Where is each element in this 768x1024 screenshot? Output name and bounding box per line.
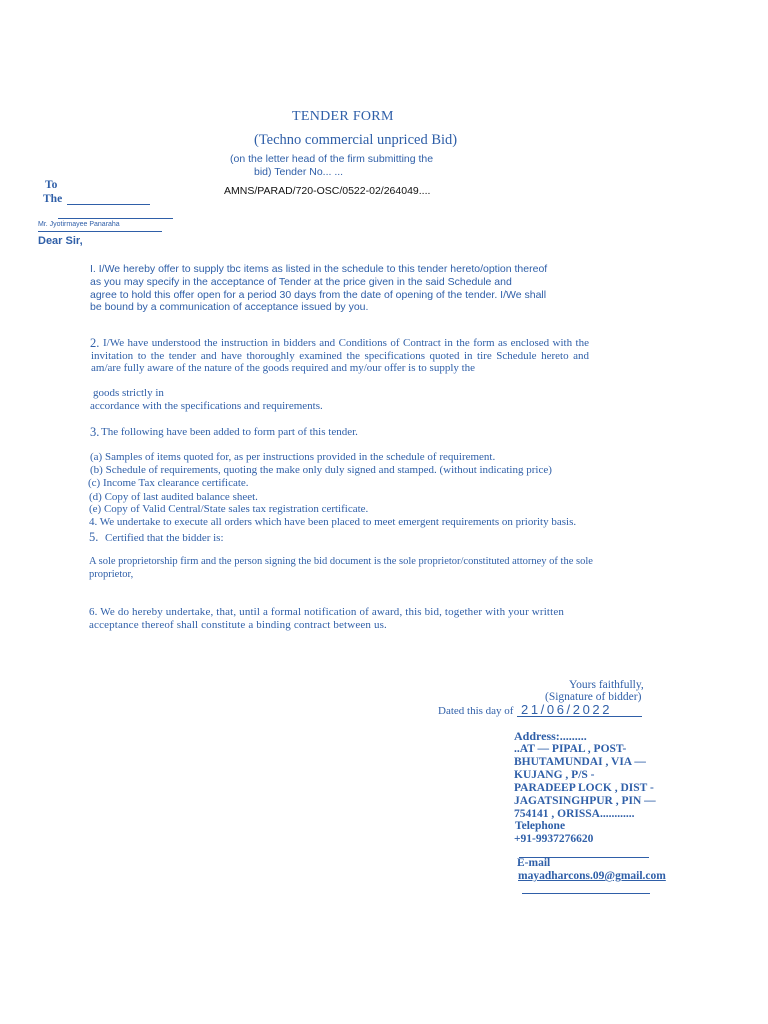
item-c: (c) Income Tax clearance certificate. xyxy=(88,477,249,489)
dated-label: Dated this day of xyxy=(438,705,514,717)
clause-1-line-4: be bound by a communication of acceptance issued by you. xyxy=(90,301,369,313)
recipient-name: Mr. Jyotirmayee Panaraha xyxy=(38,221,120,228)
clause-6-line-1: 6. We do hereby undertake, that, until a formal notification of award, this bid, together with your written xyxy=(89,606,565,618)
telephone-label: Telephone xyxy=(515,820,566,832)
email-bottom-line xyxy=(522,893,650,894)
email-label: E-mail xyxy=(517,857,551,869)
clause-2-number: 2. xyxy=(90,336,100,350)
to-label: To xyxy=(45,179,58,191)
item-d: (d) Copy of last audited balance sheet. xyxy=(89,491,258,503)
item-b: (b) Schedule of requirements, quoting the make only duly signed and stamped. (without indicating price) xyxy=(90,464,552,476)
clause-1-line-2: as you may specify in the acceptance of Tender at the price given in the said Schedule and xyxy=(90,276,512,288)
telephone-number: +91-9937276620 xyxy=(514,833,594,845)
address-line-6: 754141 , ORISSA............ xyxy=(514,808,635,820)
email-address[interactable]: mayadharcons.09@gmail.com xyxy=(518,870,666,882)
clause-1-line-1: I. I/We hereby offer to supply tbc items as listed in the schedule to this tender hereto/option thereof xyxy=(90,263,548,275)
address-label: Address:......... xyxy=(514,729,587,743)
form-title: TENDER FORM xyxy=(292,109,394,124)
letterhead-note-line2: bid) Tender No... ... xyxy=(254,166,344,178)
clause-3-text: The following have been added to form part of this tender. xyxy=(101,426,358,438)
clause-5-text: Certified that the bidder is: xyxy=(105,532,224,544)
recipient-underline-2 xyxy=(38,231,162,232)
form-subtitle: (Techno commercial unpriced Bid) xyxy=(254,132,458,148)
letterhead-note-line1: (on the letter head of the firm submitting the xyxy=(230,153,434,165)
address-line-2: BHUTAMUNDAI , VIA — xyxy=(514,756,646,768)
address-line-3: KUJANG , P/S - xyxy=(514,769,595,781)
clause-6-line-2: acceptance thereof shall constitute a binding contract between us. xyxy=(89,619,387,631)
clause-5-detail-line-1: A sole proprietorship firm and the person signing the bid document is the sole proprietor/constituted attorney of the sole xyxy=(89,556,593,567)
clause-3-number: 3. xyxy=(90,425,100,439)
signature-of-bidder: (Signature of bidder) xyxy=(545,691,642,703)
recipient-underline-1 xyxy=(58,218,173,219)
date-underline xyxy=(517,716,642,717)
address-line-1: ..AT — PIPAL , POST- xyxy=(514,743,627,755)
recipient-blank-line xyxy=(67,204,150,205)
the-label: The xyxy=(43,193,63,205)
yours-faithfully: Yours faithfully, xyxy=(569,679,644,691)
signing-date: 21/06/2022 xyxy=(521,702,613,717)
clause-1-line-3: agree to hold this offer open for a period 30 days from the date of opening of the tender. I/We shall xyxy=(90,289,547,301)
clause-4: 4. We undertake to execute all orders which have been placed to meet emergent requirements on priority basis. xyxy=(89,516,577,528)
clause-5-number: 5. xyxy=(89,530,99,544)
clause-2-text: I/We have understood the instruction in bidders and Conditions of Contract in the form as enclosed with the invitation to the tender and have thoroughly examined the specifications quoted in tire Schedule hereto and am/are fully aware of the nature of the goods required and my/our offer is to supply the xyxy=(91,337,589,374)
salutation: Dear Sir, xyxy=(38,235,83,247)
clause-2-line-5: goods strictly in xyxy=(93,387,164,399)
address-line-5: JAGATSINGHPUR , PIN — xyxy=(514,795,656,807)
tender-number: AMNS/PARAD/720-OSC/0522-02/264049.... xyxy=(224,185,431,197)
item-e: (e) Copy of Valid Central/State sales tax registration certificate. xyxy=(89,503,369,515)
item-a: (a) Samples of items quoted for, as per instructions provided in the schedule of requirement. xyxy=(90,451,496,463)
clause-2-line-6: accordance with the specifications and requirements. xyxy=(90,400,323,412)
clause-5-detail-line-2: proprietor, xyxy=(89,569,134,580)
address-line-4: PARADEEP LOCK , DIST - xyxy=(514,782,654,794)
